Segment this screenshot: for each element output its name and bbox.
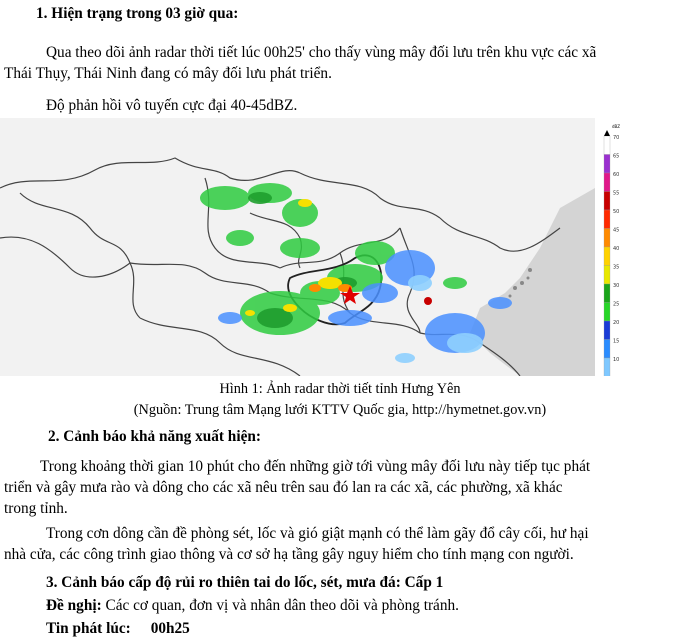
legend-tick-label: 50 bbox=[613, 209, 620, 215]
legend-tick-label: 60 bbox=[613, 172, 620, 178]
legend-color-25 bbox=[604, 303, 610, 322]
section1-para1-line1: Qua theo dõi ảnh radar thời tiết lúc 00h25' cho thấy vùng mây đối lưu trên khu vực các xã bbox=[46, 44, 597, 61]
section2-heading: 2. Cảnh báo khả năng xuất hiện: bbox=[48, 428, 261, 445]
figure-caption: Hình 1: Ảnh radar thời tiết tỉnh Hưng Yên bbox=[219, 381, 461, 397]
legend-tick-label: 25 bbox=[613, 301, 620, 308]
section2-para1-line1: Trong khoảng thời gian 10 phút cho đến những giờ tới vùng mây đối lưu này tiếp tục phát bbox=[40, 458, 591, 475]
recommend-text: Các cơ quan, đơn vị và nhân dân theo dõi và phòng tránh. bbox=[101, 597, 459, 614]
section2-para2-line1: Trong cơn dông cần đề phòng sét, lốc và gió giật mạnh có thể làm gãy đổ cây cối, hư hại bbox=[46, 525, 589, 542]
section2-para1-line2: triển và gây mưa rào và dông cho các xã nêu trên sau đó lan ra các xã, các phường, xã khác bbox=[4, 479, 563, 496]
legend-color-60 bbox=[604, 173, 610, 192]
legend-tick-label: 35 bbox=[613, 264, 620, 271]
legend-tick-label: 45 bbox=[613, 227, 620, 234]
legend-tick-label: 10 bbox=[613, 357, 620, 363]
legend-color-55 bbox=[604, 192, 610, 211]
recommend-label: Đề nghị: bbox=[46, 597, 102, 614]
section2-para2-line2: nhà cửa, các công trình giao thông và cơ sở hạ tầng gây nguy hiểm cho tính mạng con người. bbox=[4, 546, 574, 563]
legend-color-15 bbox=[604, 340, 610, 359]
section1-para1-line2: Thái Thụy, Thái Ninh đang có mây đối lưu phát triển. bbox=[4, 65, 332, 82]
legend-tick-label: 40 bbox=[613, 246, 620, 252]
recommendation-line bbox=[46, 597, 459, 615]
legend-tick-label: 15 bbox=[613, 338, 620, 345]
legend-color-50 bbox=[604, 210, 610, 229]
legend-tick-label: 65 bbox=[613, 153, 620, 160]
legend-color-40 bbox=[604, 247, 610, 266]
issued-label: Tin phát lúc: bbox=[46, 620, 131, 637]
legend-color-10 bbox=[604, 358, 610, 376]
section2-para1-line3: trong tỉnh. bbox=[4, 500, 68, 517]
legend-color-65 bbox=[604, 155, 610, 174]
legend-tick-label: 20 bbox=[613, 320, 620, 326]
radar-map-image bbox=[0, 118, 680, 376]
legend-tick-label: 55 bbox=[613, 190, 620, 197]
issued-time: 00h25 bbox=[150, 620, 190, 637]
legend-tick-label: 70 bbox=[613, 135, 620, 141]
legend-color-30 bbox=[604, 284, 610, 303]
section1-para2: Độ phản hồi vô tuyến cực đại 40-45dBZ. bbox=[46, 97, 298, 114]
issued-line bbox=[46, 620, 190, 638]
figure-source: (Nguồn: Trung tâm Mạng lưới KTTV Quốc gia, http://hymetnet.gov.vn) bbox=[133, 402, 547, 418]
section1-heading: 1. Hiện trạng trong 03 giờ qua: bbox=[36, 5, 239, 22]
legend-color-45 bbox=[604, 229, 610, 248]
section3-heading: 3. Cảnh báo cấp độ rủi ro thiên tai do lốc, sét, mưa đá: Cấp 1 bbox=[46, 574, 444, 591]
legend-tick-label: 30 bbox=[613, 283, 620, 289]
legend-unit: dBZ bbox=[612, 124, 621, 129]
legend-color-70 bbox=[604, 136, 610, 155]
dbz-legend bbox=[600, 118, 630, 376]
legend-color-35 bbox=[604, 266, 610, 285]
legend-color-20 bbox=[604, 321, 610, 340]
